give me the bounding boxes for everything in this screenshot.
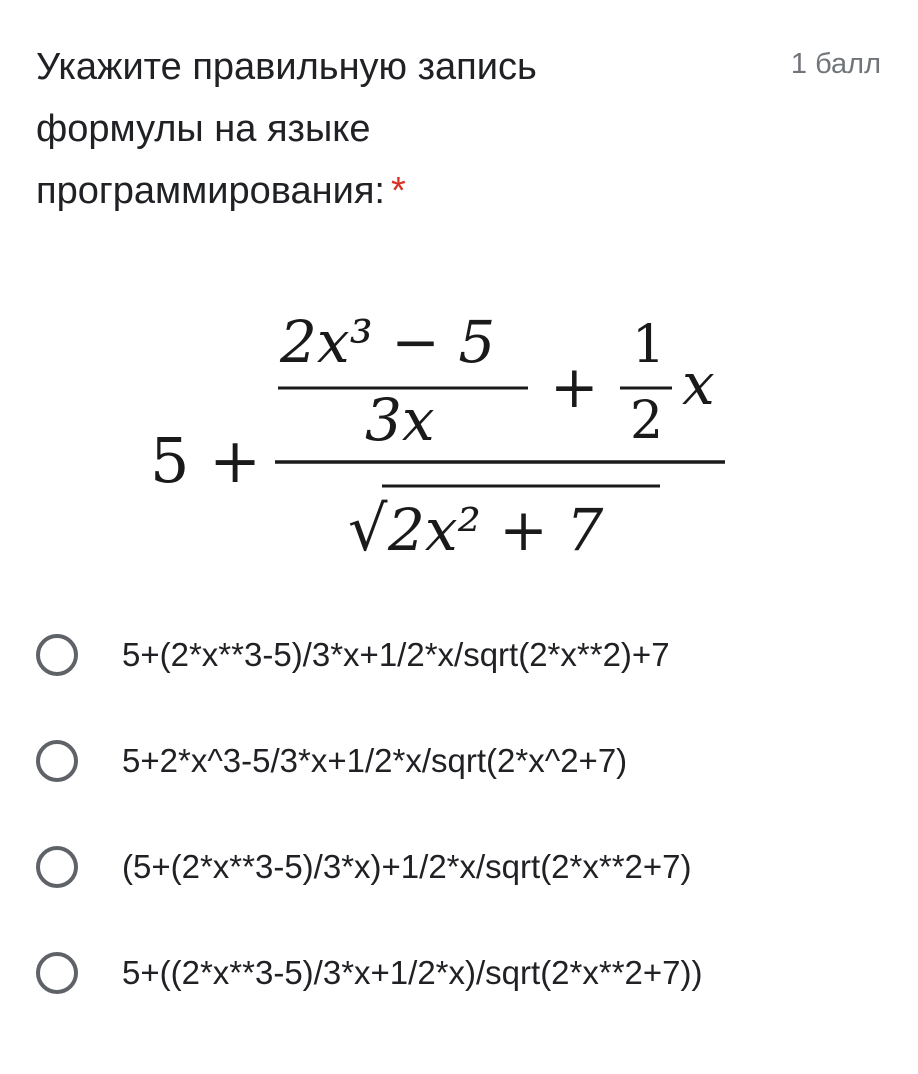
radio-button[interactable] — [36, 740, 78, 782]
required-marker: * — [390, 170, 406, 212]
answer-option-label: 5+(2*x**3-5)/3*x+1/2*x/sqrt(2*x**2)+7 — [122, 636, 670, 673]
answer-option[interactable] — [36, 602, 896, 708]
formula-num-b-top: 1 — [632, 315, 666, 375]
formula-num-b-var: x — [682, 350, 715, 418]
answer-option[interactable] — [36, 814, 896, 920]
question-title — [36, 36, 656, 222]
answer-option[interactable] — [36, 708, 896, 814]
formula-image — [120, 270, 760, 590]
radio-button[interactable] — [36, 846, 78, 888]
question-points: 1 балл — [790, 48, 881, 80]
answer-option-label: 5+2*x^3-5/3*x+1/2*x/sqrt(2*x^2+7) — [122, 742, 628, 779]
radio-button[interactable] — [36, 634, 78, 676]
answer-option-label: (5+(2*x**3-5)/3*x)+1/2*x/sqrt(2*x**2+7) — [122, 848, 692, 885]
formula-num-a-bottom: 3x — [365, 386, 435, 454]
question-header — [36, 36, 881, 226]
formula-svg — [120, 270, 760, 590]
formula-denominator: 2x² + 7 — [388, 496, 604, 564]
formula-num-b-bottom: 2 — [630, 391, 664, 451]
answer-options — [36, 602, 896, 1026]
question-title-text: Укажите правильную запись формулы на языке программирования: — [36, 46, 537, 212]
formula-num-a-top: 2x³ − 5 — [280, 308, 496, 376]
answer-option-label: 5+((2*x**3-5)/3*x+1/2*x)/sqrt(2*x**2+7)) — [122, 954, 703, 991]
formula-plus: + — [550, 353, 599, 421]
answer-option[interactable] — [36, 920, 896, 1026]
radio-button[interactable] — [36, 952, 78, 994]
formula-lead: 5 + — [150, 424, 262, 497]
formula-radical: √ — [348, 492, 388, 565]
